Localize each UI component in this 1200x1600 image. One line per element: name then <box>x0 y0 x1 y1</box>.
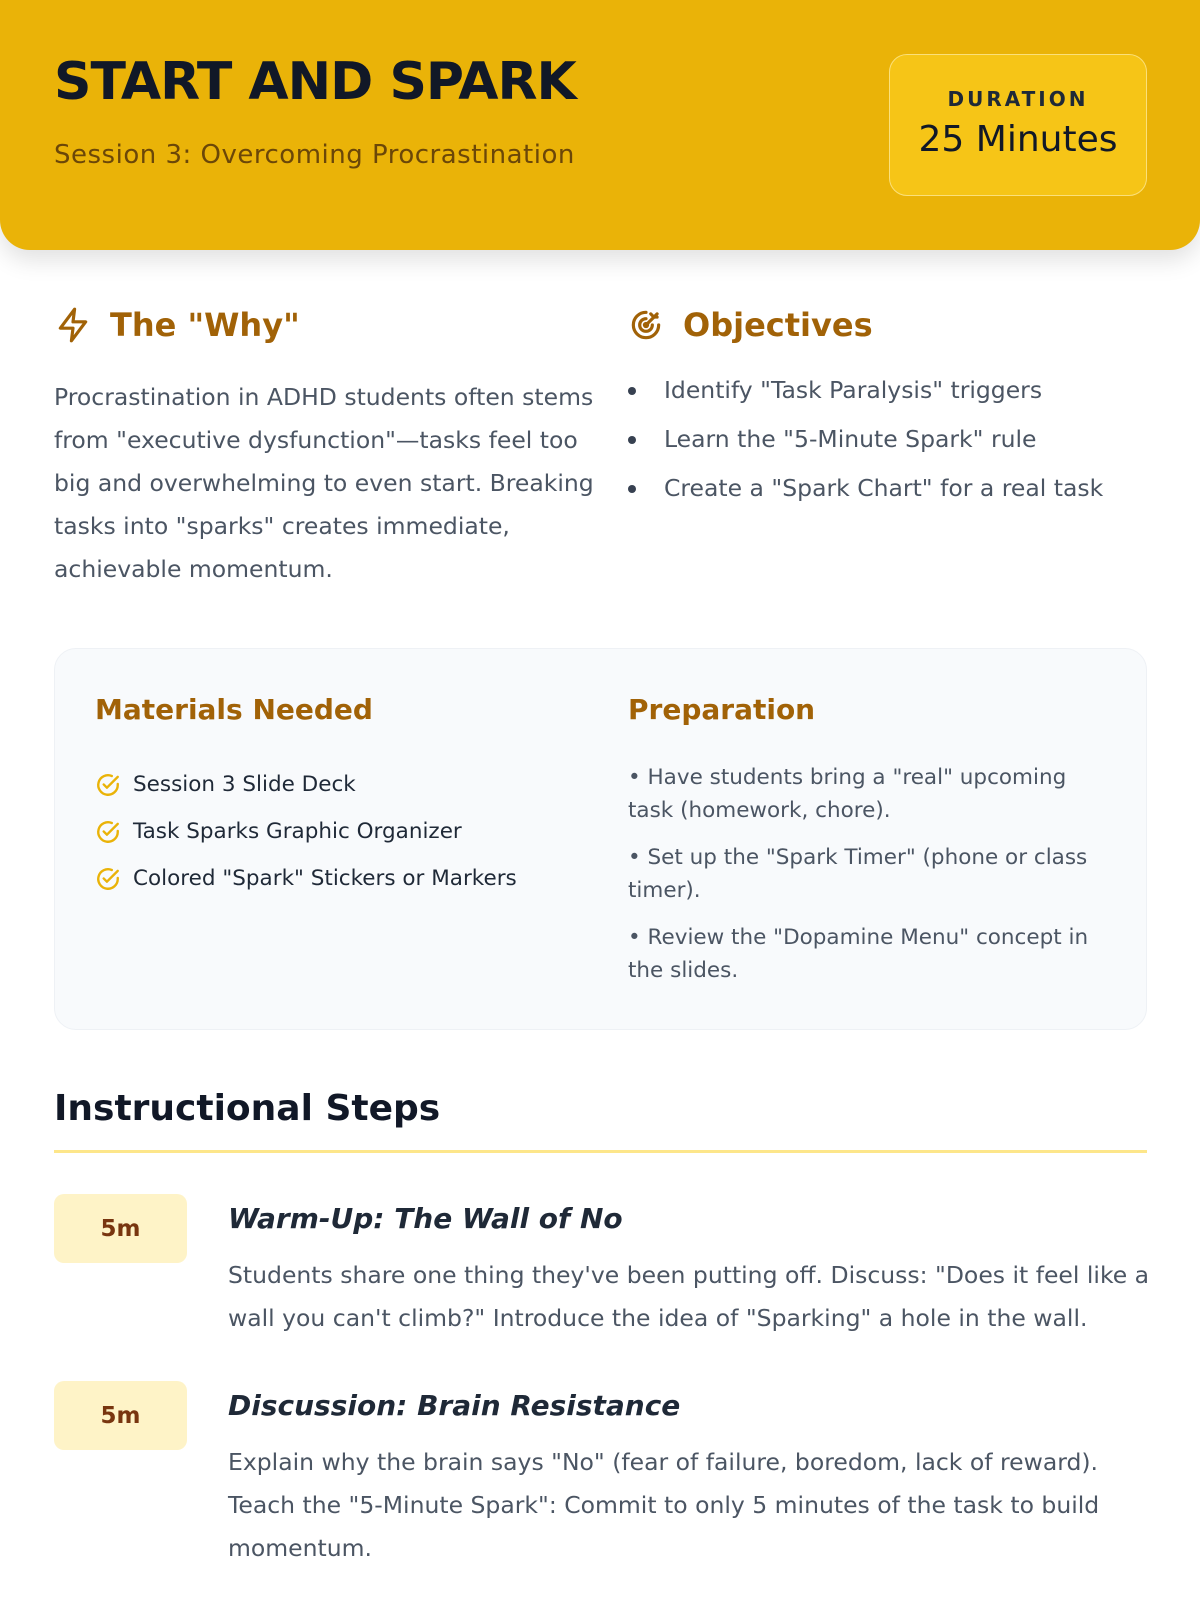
preparation-item: • Have students bring a "real" upcoming task (homework, chore). <box>628 765 1067 823</box>
material-label: Session 3 Slide Deck <box>133 772 356 797</box>
step-time-badge: 5m <box>54 1194 187 1263</box>
material-label: Colored "Spark" Stickers or Markers <box>133 866 517 891</box>
objective-item: Learn the "5-Minute Spark" rule <box>624 425 1184 453</box>
preparation-list <box>628 761 1108 1001</box>
target-icon <box>627 306 665 344</box>
material-item <box>95 855 517 902</box>
duration-value: 25 Minutes <box>918 119 1118 160</box>
objectives-heading-text: Objectives <box>683 306 873 344</box>
material-item <box>95 808 517 855</box>
materials-preparation-panel <box>54 648 1147 1030</box>
check-circle-icon <box>95 772 121 798</box>
objectives-list <box>624 376 1184 523</box>
check-circle-icon <box>95 866 121 892</box>
materials-list <box>95 761 517 902</box>
page-title: START AND SPARK <box>54 52 576 112</box>
preparation-item: • Set up the "Spark Timer" (phone or class timer). <box>628 845 1088 903</box>
steps-heading: Instructional Steps <box>54 1088 441 1129</box>
why-heading-text: The "Why" <box>110 306 300 344</box>
why-paragraph: Procrastination in ADHD students often stems from "executive dysfunction"—tasks feel too big and overwhelming to even start. Breaking tasks into "sparks" creates immediate, achievable momentum. <box>54 383 594 583</box>
step-time-badge: 5m <box>54 1381 187 1450</box>
material-label: Task Sparks Graphic Organizer <box>133 819 462 844</box>
duration-card <box>889 54 1147 196</box>
step-description: Explain why the brain says "No" (fear of failure, boredom, lack of reward). Teach the "5-Minute Spark": Commit to only 5 minutes of the task to build momentum. <box>228 1448 1100 1562</box>
why-heading <box>54 306 300 344</box>
objectives-heading <box>627 306 873 344</box>
check-circle-icon <box>95 819 121 845</box>
step-description: Students share one thing they've been putting off. Discuss: "Does it feel like a wall you can't climb?" Introduce the idea of "Sparking" a hole in the wall. <box>228 1261 1150 1332</box>
steps-divider <box>54 1150 1147 1153</box>
materials-heading: Materials Needed <box>95 693 373 726</box>
session-subtitle: Session 3: Overcoming Procrastination <box>54 140 575 170</box>
header-banner <box>0 0 1200 250</box>
objective-item: Create a "Spark Chart" for a real task <box>624 474 1184 502</box>
preparation-heading: Preparation <box>628 693 816 726</box>
objective-item: Identify "Task Paralysis" triggers <box>624 376 1184 404</box>
step-title: Discussion: Brain Resistance <box>228 1389 681 1422</box>
material-item <box>95 761 517 808</box>
lightning-icon <box>54 306 92 344</box>
duration-label: DURATION <box>947 87 1089 111</box>
step-title: Warm-Up: The Wall of No <box>228 1202 623 1235</box>
preparation-item: • Review the "Dopamine Menu" concept in the slides. <box>628 925 1089 983</box>
